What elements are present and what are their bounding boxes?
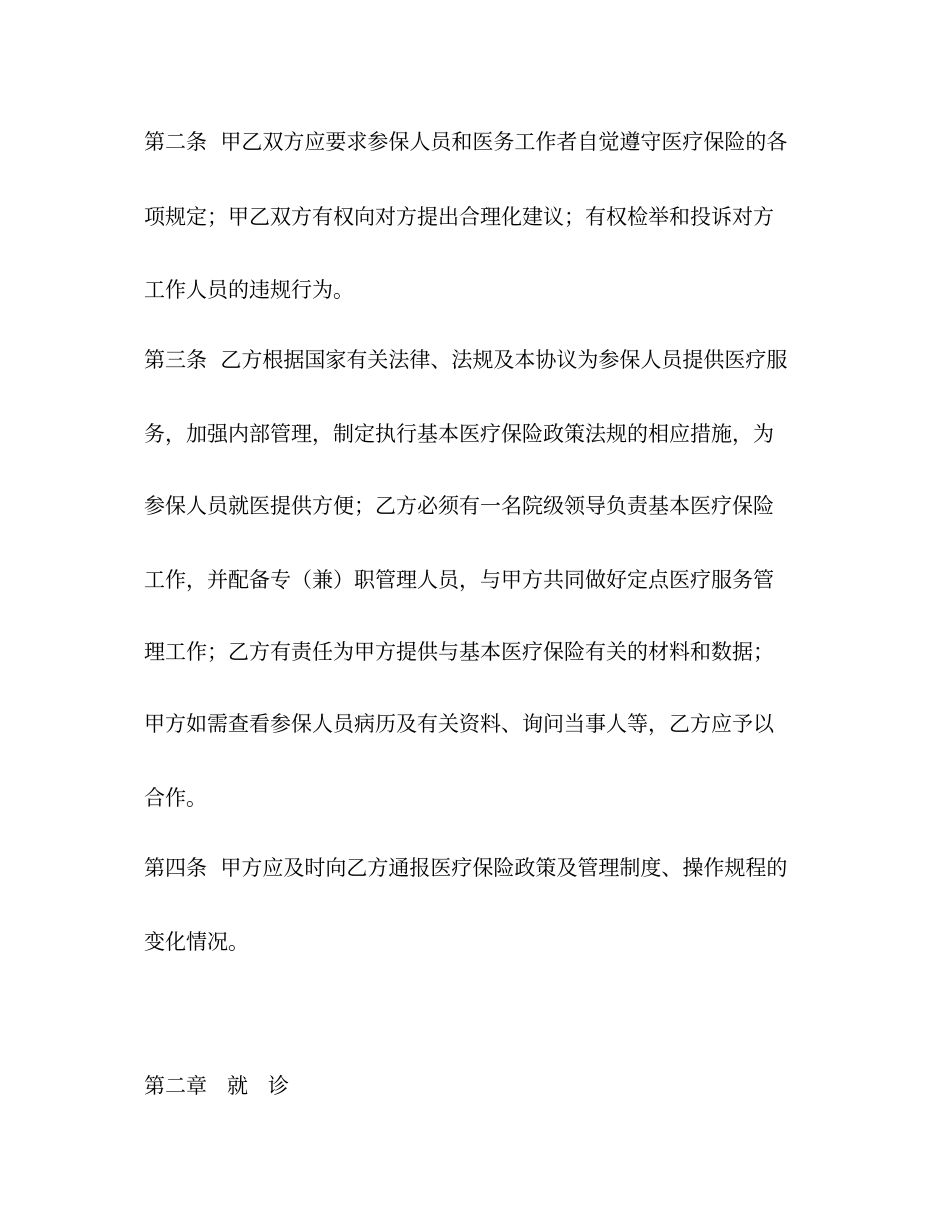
article-4-line-1: 第四条 甲方应及时向乙方通报医疗保险政策及管理制度、操作规程的 [144,856,788,880]
chapter-heading: 第二章 就 诊 [144,1074,290,1098]
article-2-line-3: 工作人员的违规行为。 [144,278,354,302]
article-4-line-2: 变化情况。 [144,930,249,954]
article-3-line-4: 工作，并配备专（兼）职管理人员，与甲方共同做好定点医疗服务管 [144,568,774,592]
article-3-line-6: 甲方如需查看参保人员病历及有关资料、询问当事人等，乙方应予以 [144,712,774,736]
article-3-line-3: 参保人员就医提供方便；乙方必须有一名院级领导负责基本医疗保险 [144,494,774,518]
article-3-line-2: 务，加强内部管理，制定执行基本医疗保险政策法规的相应措施，为 [144,422,774,446]
article-3-line-7: 合作。 [144,786,207,810]
article-2-line-1: 第二条 甲乙双方应要求参保人员和医务工作者自觉遵守医疗保险的各 [144,130,788,154]
article-3-line-1: 第三条 乙方根据国家有关法律、法规及本协议为参保人员提供医疗服 [144,348,788,372]
article-3-line-5: 理工作；乙方有责任为甲方提供与基本医疗保险有关的材料和数据； [144,640,774,664]
article-2-line-2: 项规定；甲乙双方有权向对方提出合理化建议；有权检举和投诉对方 [144,205,774,229]
